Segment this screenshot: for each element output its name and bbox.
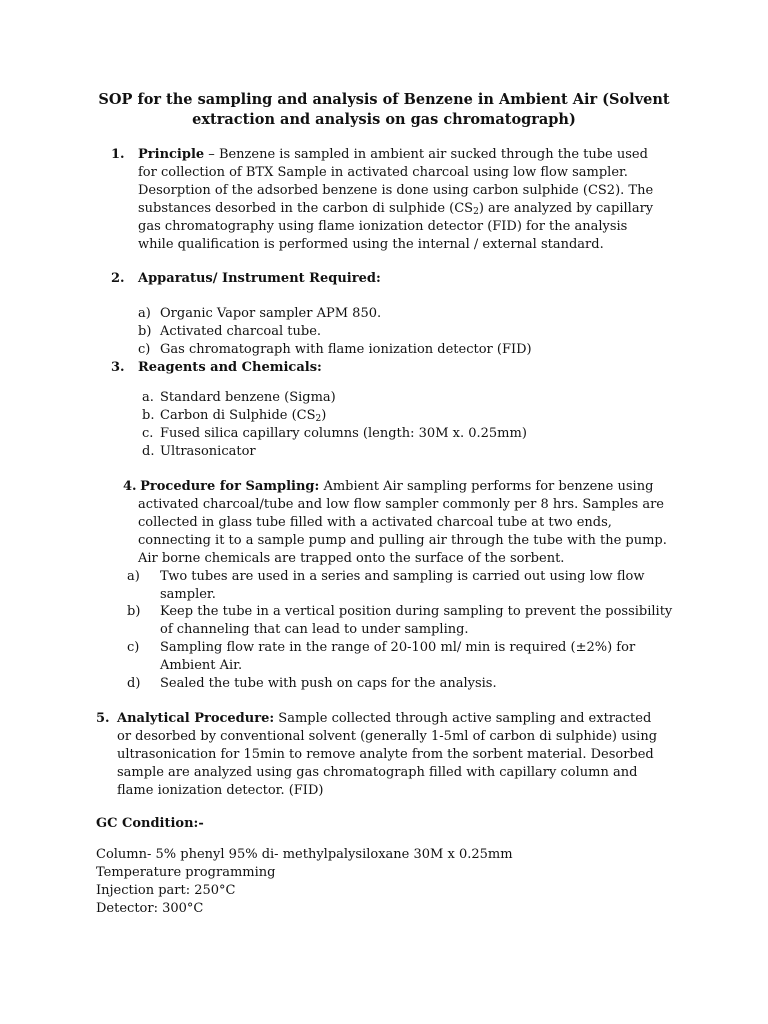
section-1-text-b: ) are analyzed by capillary gas chromatography using flame ionization detector (FID) for the analysis while qualification is performed using the internal / external standard.: [138, 201, 654, 252]
section-4-item-c: Sampling flow rate in the range of 20-100 ml/ min is required (±2%) for Ambient Air.: [160, 640, 636, 673]
section-1-dash: –: [204, 147, 219, 162]
section-4-procedure: [138, 478, 674, 568]
section-5-number: 5.: [96, 711, 110, 726]
section-3-item-a-marker: a.: [142, 390, 154, 405]
section-5-heading: Analytical Procedure:: [117, 711, 275, 726]
section-4-item-d-marker: d): [127, 676, 141, 691]
section-3-item-d: Ultrasonicator: [160, 444, 256, 459]
title-line-2: extraction and analysis on gas chromatograph): [192, 111, 576, 128]
section-3-item-c-marker: c.: [142, 426, 154, 441]
gc-line-column: Column- 5% phenyl 95% di- methylpalysiloxane 30M x 0.25mm: [96, 847, 513, 862]
gc-line-temperature: Temperature programming: [96, 865, 276, 880]
section-2-item-c-marker: c): [138, 342, 151, 357]
section-2-number: 2.: [111, 271, 125, 286]
section-4-item-b: Keep the tube in a vertical position during sampling to prevent the possibility of channeling that can lead to under sampling.: [160, 604, 673, 637]
section-3-heading: Reagents and Chemicals:: [138, 360, 322, 375]
gc-line-detector: Detector: 300°C: [96, 901, 204, 916]
section-4-item-c-marker: c): [127, 640, 140, 655]
section-3-item-b-marker: b.: [142, 408, 155, 423]
section-4-item-d: Sealed the tube with push on caps for the analysis.: [160, 676, 497, 691]
section-3-item-b: Carbon di Sulphide $(CS_2)$: [160, 408, 327, 424]
section-2-item-c: Gas chromatograph with flame ionization detector (FID): [160, 342, 532, 357]
section-2-item-a-marker: a): [138, 306, 151, 321]
section-4-item-a-marker: a): [127, 569, 140, 584]
document-title: [96, 90, 672, 130]
section-2-item-b-marker: b): [138, 324, 152, 339]
section-1-subscript: 2: [473, 207, 479, 217]
section-5-analytical: [117, 710, 657, 800]
gc-line-injection: Injection part: 250°C: [96, 883, 236, 898]
section-4-heading: Procedure for Sampling:: [140, 479, 320, 494]
section-1-heading: Principle: [138, 147, 205, 162]
section-4-item-b-marker: b): [127, 604, 141, 619]
section-4-text: Ambient Air sampling performs for benzene using activated charcoal/tube and low flow sampler commonly per 8 hrs. Samples are collected in glass tube filled with a activated charcoal tube at two ends, connecting it to a sample pump and pulling air through the tube with the pump. Air borne chemicals are trapped onto the surface of the sorbent.: [138, 479, 667, 566]
title-line-1: SOP for the sampling and analysis of Benzene in Ambient Air (Solvent: [98, 91, 670, 108]
section-1-principle: [138, 146, 666, 254]
section-3-item-d-marker: d.: [142, 444, 155, 459]
section-2-item-a: Organic Vapor sampler APM 850.: [160, 306, 382, 321]
section-3-number: 3.: [111, 360, 125, 375]
section-2-heading: Apparatus/ Instrument Required:: [138, 271, 381, 286]
section-3-item-c: Fused silica capillary columns (length: 30M x. 0.25mm): [160, 426, 527, 441]
section-1-number: 1.: [111, 147, 125, 162]
section-1-text-a: Benzene is sampled in ambient air sucked through the tube used for collection of BTX Sample in activated charcoal using low flow sampler. Desorption of the adsorbed benzene is done using carbon sulphide (CS2). The substances desorbed in the carbon di sulphide (CS: [138, 147, 654, 216]
section-2-item-b: Activated charcoal tube.: [160, 324, 322, 339]
section-3-item-a: Standard benzene (Sigma): [160, 390, 336, 405]
section-4-item-a: Two tubes are used in a series and sampling is carried out using low flow sampler.: [160, 569, 645, 602]
gc-condition-heading: GC Condition:-: [96, 816, 204, 831]
section-5-text: Sample collected through active sampling and extracted or desorbed by conventional solvent (generally 1-5ml of carbon di sulphide) using ultrasonication for 15min to remove analyte from the sorbent material. Desorbed sample are analyzed using gas chromatograph filled with capillary column and flame ionization detector. (FID): [117, 711, 658, 798]
section-4-number: 4.: [123, 479, 137, 494]
